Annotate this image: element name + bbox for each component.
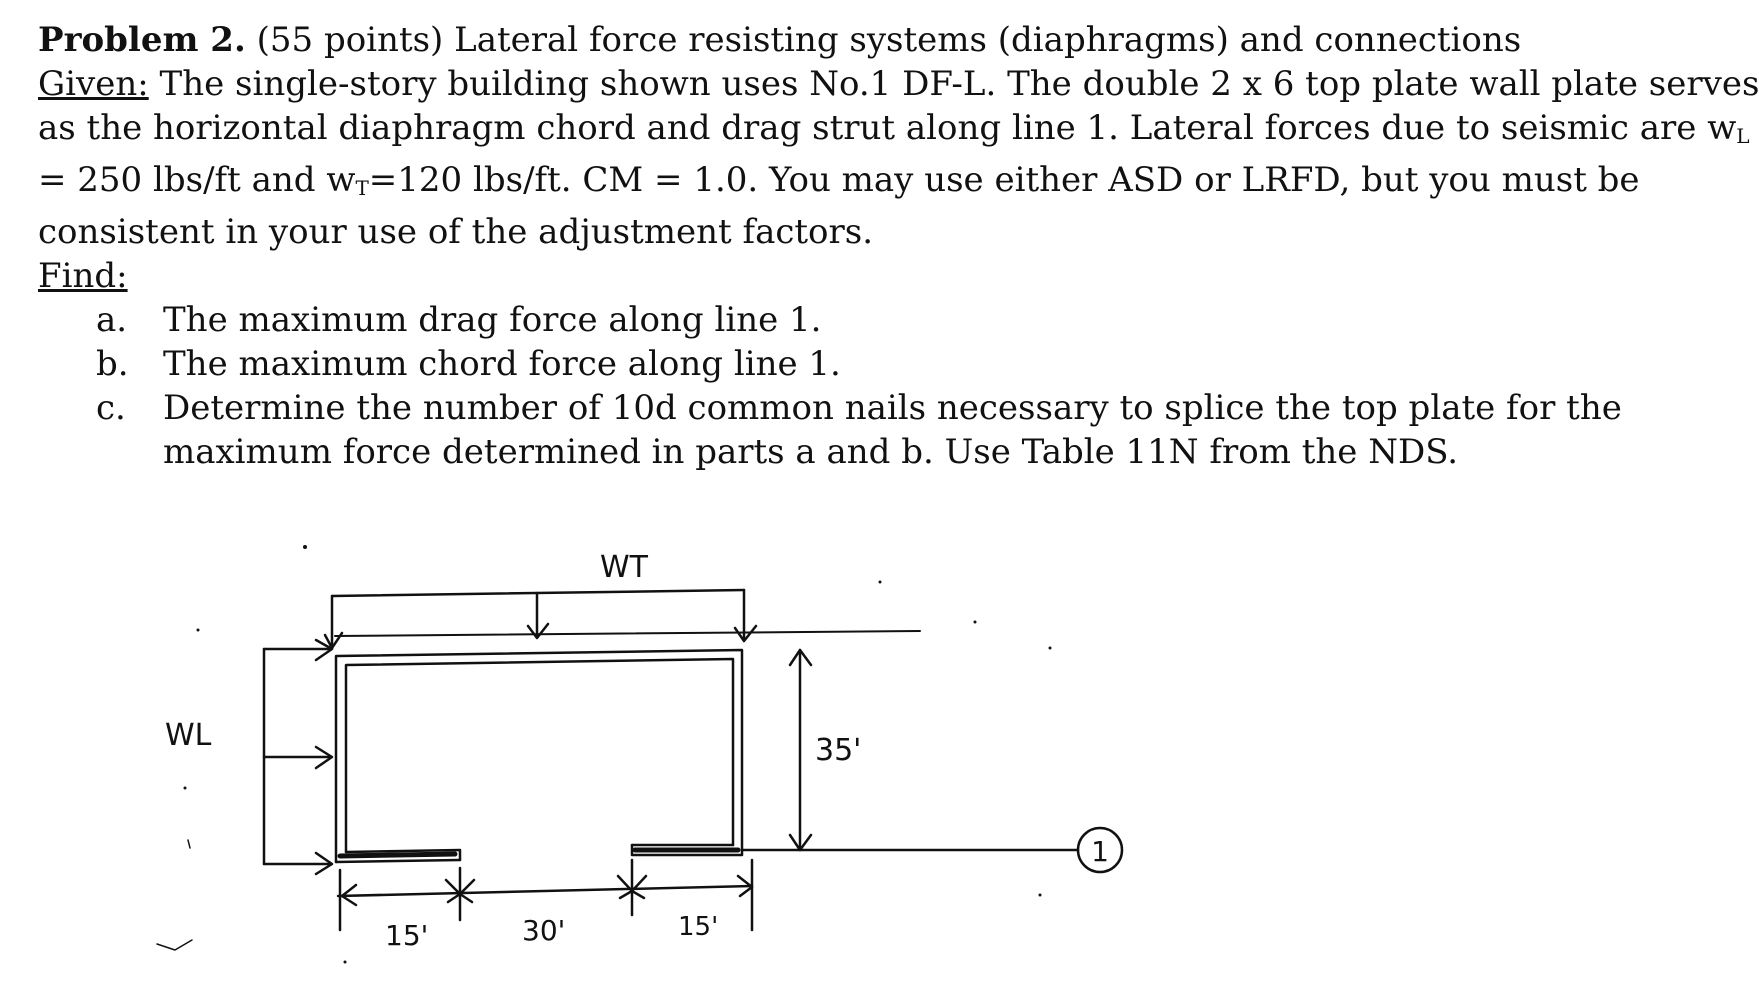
dim-mid-label: 30' bbox=[522, 914, 566, 947]
dim-left-label: 15' bbox=[385, 919, 429, 952]
grid-line-1-marker: 1 bbox=[1091, 835, 1109, 868]
find-item-marker: b. bbox=[96, 344, 129, 384]
find-item-text-cont: maximum force determined in parts a and b. Use Table 11N from the NDS. bbox=[163, 432, 1459, 472]
find-item-text: The maximum chord force along line 1. bbox=[163, 344, 841, 384]
wl-load-arrows bbox=[264, 640, 332, 874]
building-outline bbox=[336, 650, 742, 862]
wt-load-arrows bbox=[325, 590, 920, 648]
scan-mark bbox=[188, 840, 190, 848]
find-item-marker: c. bbox=[96, 388, 126, 428]
scan-specks bbox=[184, 545, 1052, 964]
given-text-2: as the horizontal diaphragm chord and drag strut along line 1. Lateral forces due to seismic are w bbox=[38, 108, 1737, 148]
find-label: Find: bbox=[38, 256, 128, 296]
height-dimension bbox=[790, 650, 811, 850]
given-text-1: The single-story building shown uses No.1 DF-L. The double 2 x 6 top plate wall plate serves bbox=[148, 64, 1759, 104]
height-dimension-label: 35' bbox=[815, 733, 862, 768]
problem-title: (55 points) Lateral force resisting systems (diaphragms) and connections bbox=[245, 20, 1522, 60]
given-text-3a: = 250 lbs/ft and w bbox=[38, 160, 356, 200]
scan-mark bbox=[157, 940, 192, 950]
find-item-text: Determine the number of 10d common nails necessary to splice the top plate for the bbox=[163, 388, 1622, 428]
given-text-3b: =120 lbs/ft. CM = 1.0. You may use either ASD or LRFD, but you must be bbox=[368, 160, 1640, 200]
dim-right-label: 15' bbox=[678, 912, 719, 942]
wt-subscript: T bbox=[355, 176, 369, 200]
wl-subscript: L bbox=[1736, 124, 1750, 148]
find-item-text: The maximum drag force along line 1. bbox=[163, 300, 822, 340]
wl-label: WL bbox=[165, 718, 212, 753]
given-line-4: consistent in your use of the adjustment factors. bbox=[38, 212, 874, 252]
problem-heading: Problem 2. bbox=[38, 20, 246, 60]
given-label: Given: bbox=[38, 64, 149, 104]
wt-label: WT bbox=[600, 550, 648, 585]
find-item-marker: a. bbox=[96, 300, 128, 340]
